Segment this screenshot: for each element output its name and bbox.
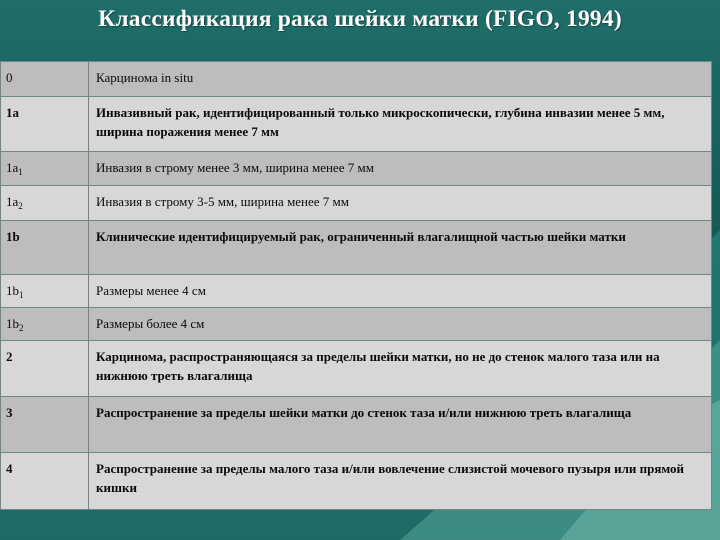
table-row — [1, 275, 712, 308]
stage-code: 1b — [1, 221, 89, 275]
stage-description: Карцинома in situ — [89, 62, 712, 97]
stage-description: Распространение за пределы малого таза и/или вовлечение слизистой мочевого пузыря или прямой кишки — [89, 453, 712, 510]
stage-description: Клинические идентифицируемый рак, ограниченный влагалищной частью шейки матки — [89, 221, 712, 275]
table-row — [1, 453, 712, 510]
stage-description: Распространение за пределы шейки матки до стенок таза и/или нижнюю треть влагалища — [89, 397, 712, 453]
stage-code: 3 — [1, 397, 89, 453]
stage-description: Карцинома, распространяющаяся за пределы шейки матки, но не до стенок малого таза или на нижнюю треть влагалища — [89, 341, 712, 397]
stage-description: Размеры менее 4 см — [89, 275, 712, 308]
table-row — [1, 397, 712, 453]
stage-code: 2 — [1, 341, 89, 397]
figo-classification-table — [0, 61, 712, 510]
table-row — [1, 341, 712, 397]
table-row — [1, 62, 712, 97]
stage-code: $1a_1$ — [1, 152, 89, 186]
stage-code: 4 — [1, 453, 89, 510]
stage-description: Размеры более 4 см — [89, 308, 712, 341]
table-row — [1, 97, 712, 152]
stage-description: Инвазия в строму 3-5 мм, ширина менее 7 мм — [89, 186, 712, 221]
table-row — [1, 308, 712, 341]
table-row — [1, 152, 712, 186]
stage-description: Инвазия в строму менее 3 мм, ширина менее 7 мм — [89, 152, 712, 186]
stage-code: $1b_2$ — [1, 308, 89, 341]
stage-code: $1b_1$ — [1, 275, 89, 308]
page-title: Классификация рака шейки матки (FIGO, 1994) — [98, 6, 622, 32]
stage-code: 0 — [1, 62, 89, 97]
table-row — [1, 186, 712, 221]
stage-code: 1a — [1, 97, 89, 152]
table-row — [1, 221, 712, 275]
stage-code: $1a_2$ — [1, 186, 89, 221]
stage-description: Инвазивный рак, идентифицированный только микроскопически, глубина инвазии менее 5 мм, ширина поражения менее 7 мм — [89, 97, 712, 152]
